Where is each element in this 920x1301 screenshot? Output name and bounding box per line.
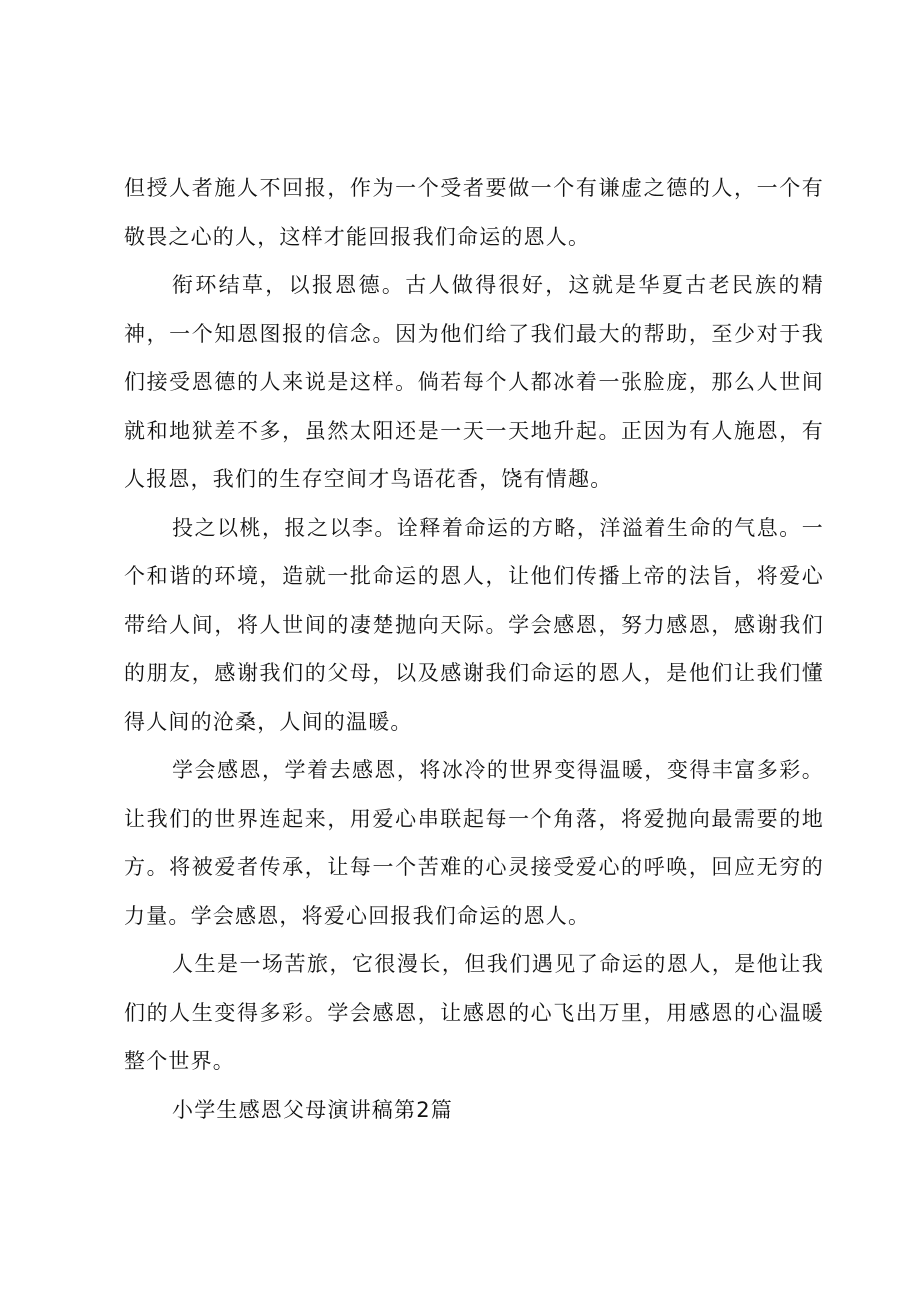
paragraph-2: 衔环结草，以报恩德。古人做得很好，这就是华夏古老民族的精神，一个知恩图报的信念。因为他们给了我们最大的帮助，至少对于我们接受恩德的人来说是这样。倘若每个人都冰着一张脸庞，那么人世间就和地狱差不多，虽然太阳还是一天一天地升起。正因为有人施恩，有人报恩，我们的生存空间才鸟语花香，饶有情趣。 [124,273,824,491]
section-heading: 小学生感恩父母演讲稿第2篇 [172,1097,453,1122]
paragraph-5: 人生是一场苦旅，它很漫长，但我们遇见了命运的恩人，是他让我们的人生变得多彩。学会感恩，让感恩的心飞出万里，用感恩的心温暖整个世界。 [124,952,824,1073]
paragraph-1: 但授人者施人不回报，作为一个受者要做一个有谦虚之德的人，一个有敬畏之心的人，这样才能回报我们命运的恩人。 [124,176,824,249]
paragraph-4: 学会感恩，学着去感恩，将冰冷的世界变得温暖，变得丰富多彩。让我们的世界连起来，用爱心串联起每一个角落，将爱抛向最需要的地方。将被爱者传承，让每一个苦难的心灵接受爱心的呼唤，回应无穷的力量。学会感恩，将爱心回报我们命运的恩人。 [124,758,824,928]
paragraph-3: 投之以桃，报之以李。诠释着命运的方略，洋溢着生命的气息。一个和谐的环境，造就一批命运的恩人，让他们传播上帝的法旨，将爱心带给人间，将人世间的凄楚抛向天际。学会感恩，努力感恩，感谢我们的朋友，感谢我们的父母，以及感谢我们命运的恩人，是他们让我们懂得人间的沧桑，人间的温暖。 [124,515,824,734]
document-body [124,164,824,1134]
